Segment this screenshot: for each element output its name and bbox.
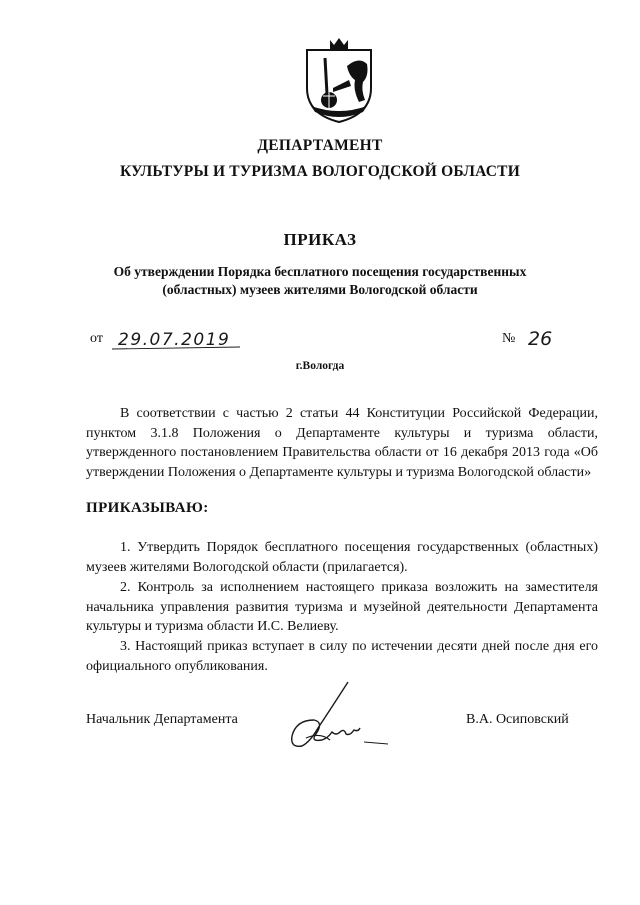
handwritten-date-text: 29.07.2019: [118, 330, 231, 350]
order-directive-heading: ПРИКАЗЫВАЮ:: [86, 500, 209, 516]
handwritten-number-text: 26: [528, 328, 553, 350]
number-label: №: [502, 331, 516, 346]
handwritten-date: [112, 325, 242, 353]
order-subject: [0, 263, 640, 299]
order-title: ПРИКАЗ: [283, 230, 357, 249]
department-line-1: ДЕПАРТАМЕНТ: [257, 137, 383, 154]
order-item-3: 3. Настоящий приказ вступает в силу по истечении десяти дней после дня его официального опубликования.: [86, 639, 598, 674]
order-item-2: 2. Контроль за исполнением настоящего приказа возложить на заместителя начальника управления развития туризма и музейной деятельности Департамента культуры и туризма области И.С. Велиеву.: [86, 580, 598, 634]
department-line-2: КУЛЬТУРЫ И ТУРИЗМА ВОЛОГОДСКОЙ ОБЛАСТИ: [120, 163, 520, 180]
date-from-label: от: [90, 331, 103, 346]
signatory-name: В.А. Осиповский: [466, 712, 569, 727]
handwritten-signature: [280, 680, 390, 760]
order-item-1: 1. Утвердить Порядок бесплатного посещения государственных (областных) музеев жителями Вологодской области (прилагается).: [86, 540, 598, 575]
signatory-position: Начальник Департамента: [86, 712, 238, 727]
order-subject-line-2: (областных) музеев жителями Вологодской области: [162, 282, 478, 297]
preamble-paragraph: В соответствии с частью 2 статьи 44 Конституции Российской Федерации, пунктом 3.1.8 Положения о Департаменте культуры и туризма области, утвержденного постановлением Правительства области от 16 декабря 2013 года «Об утверждении Положения о Департаменте культуры и туризма Вологодской области»: [86, 406, 598, 480]
coat-of-arms-icon: [303, 36, 375, 124]
order-subject-line-1: Об утверждении Порядка бесплатного посещения государственных: [113, 264, 527, 279]
handwritten-number: [522, 325, 558, 353]
city-label: г.Вологда: [295, 360, 345, 372]
date-number-row: [90, 325, 560, 355]
